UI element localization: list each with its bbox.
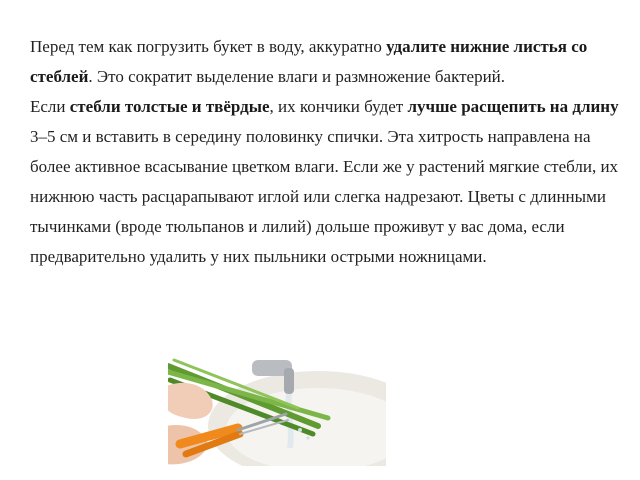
bold-phrase-split-length: лучше расщепить на длину bbox=[407, 97, 619, 116]
bold-phrase-remove-leaves: удалите нижние листья со стеблей bbox=[30, 37, 588, 86]
text-segment: Перед тем как погрузить букет в воду, аккуратно bbox=[30, 37, 387, 56]
paragraph-split-stems bbox=[30, 92, 620, 272]
text-segment: . Это сократит выделение влаги и размножение бактерий. bbox=[88, 67, 506, 86]
article-body bbox=[30, 32, 620, 272]
text-segment: , их кончики будет bbox=[269, 97, 408, 116]
text-segment: 3–5 см и вставить в середину половинку спички. Эта хитрость направлена на более активное всасывание цветком влаги. Если же у растений мягкие стебли, их нижнюю часть расцарапывают иглой или слегка надрезают. Цветы с длинными тычинками (вроде тюльпанов и лилий) дольше проживут у вас дома, если предварительно удалить у них пыльники острыми ножницами. bbox=[30, 127, 619, 266]
cutting-stems-photo bbox=[168, 356, 386, 466]
paragraph-remove-leaves bbox=[30, 32, 620, 92]
photo-illustration bbox=[168, 356, 386, 466]
bold-phrase-thick-stems: стебли толстые и твёрдые bbox=[69, 97, 270, 116]
text-segment: Если bbox=[30, 97, 70, 116]
water-stream bbox=[289, 394, 291, 448]
